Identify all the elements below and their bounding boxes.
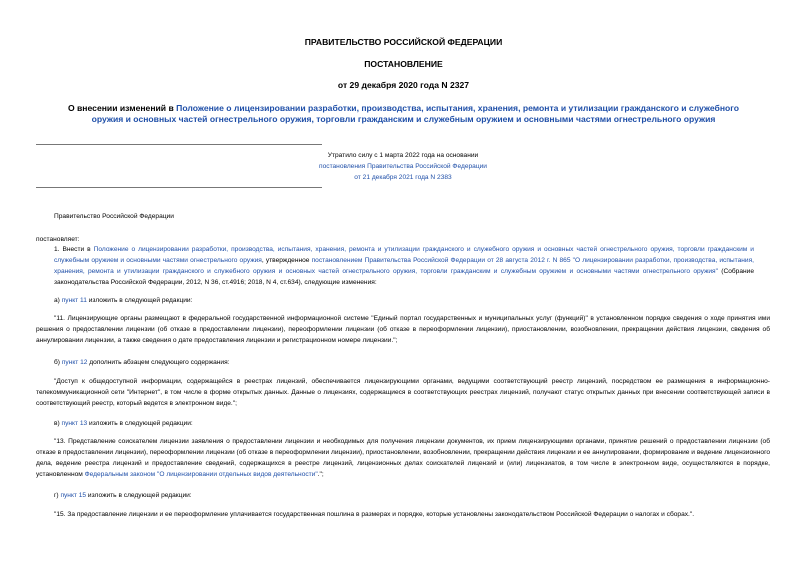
repeal-notice-line1: Утратило силу с 1 марта 2022 года на основании: [327, 152, 479, 159]
document-type: ПОСТАНОВЛЕНИЕ: [364, 59, 443, 69]
divider-bottom: [36, 187, 322, 188]
decrees-line: постановляет:: [36, 236, 80, 243]
document-title: [60, 103, 747, 125]
subitem-a-suffix: изложить в следующей редакции:: [86, 297, 193, 304]
regulation-link[interactable]: Положение о лицензировании разработки, производства, испытания, хранения, ремонта и утилизации гражданского и служебного оружия и основных частей огнестрельного оружия, торговли гражданским и служебным оружием и основными частями огнестрельного оружия: [54, 246, 754, 264]
title-prefix: О внесении изменений в: [67, 103, 177, 113]
point-13-new-text: [36, 436, 770, 480]
subitem-b-suffix: дополнить абзацем следующего содержания:: [87, 359, 230, 366]
subitem-g: [54, 490, 754, 501]
point-11-new-text: "11. Лицензирующие органы размещают в федеральной государственной информационной системе "Единый портал государственных и муниципальных услуг (функций)" в установленном порядке сведения о ходе принятия ими решения о предоставлении лицензии (об отказе в предоставлении лицензии), переоформлении лицензии (об отказе в переоформлении лицензии), приостановлении, возобновлении, прекращении действия лицензии, сведения об аннулировании лицензии, а также сведения о дате предоставления лицензии и регистрационном номере лицензии.";: [36, 315, 770, 344]
point-13-end: .";: [317, 471, 324, 478]
repeal-notice-link-line3[interactable]: от 21 декабря 2021 года N 2383: [354, 174, 452, 181]
repeal-notice: [270, 150, 536, 183]
item-1-mid: , утвержденное: [261, 257, 312, 264]
point-12-new-paragraph: "Доступ к общедоступной информации, содержащейся в реестрах лицензий, обеспечивается лицензирующими органами, ведущими соответствующий реестр лицензий, посредством ее размещения в информационно-телекоммуникационной сети "Интернет", в том числе в форме открытых данных. Данные о лицензиях, содержащиеся в соответствующих реестрах лицензий, получают статус открытых данных при внесении соответствующей записи в соответствующий реестр, который ведется в электронном виде.";: [36, 378, 770, 407]
point-11-link[interactable]: пункт 11: [61, 297, 87, 304]
subitem-v: [54, 418, 754, 429]
subitem-g-suffix: изложить в следующей редакции:: [86, 492, 192, 499]
point-15-new-text: "15. За предоставление лицензии и ее переоформление уплачивается государственная пошлина в размерах и порядке, которые установлены законодательством Российской Федерации о налогах и сборах.".: [54, 511, 695, 518]
repeal-notice-link-line2[interactable]: постановления Правительства Российской Федерации: [319, 163, 487, 170]
resolution-865-link[interactable]: постановлением Правительства Российской Федерации от 28 августа 2012 г. N 865 "О лицензировании разработки, производства, испытания, хранения, ремонта и утилизации гражданского и служебного оружия и основных частей огнестрельного оружия, торговли гражданским и служебным оружием и основными частями огнестрельного оружия": [54, 257, 754, 275]
subitem-v-suffix: изложить в следующей редакции:: [87, 420, 193, 427]
government-heading: ПРАВИТЕЛЬСТВО РОССИЙСКОЙ ФЕДЕРАЦИИ: [304, 37, 503, 47]
government-line: Правительство Российской Федерации: [54, 213, 174, 220]
item-1-paragraph: [54, 244, 754, 288]
item-1-start: 1. Внести в: [54, 246, 94, 253]
subitem-a-prefix: а): [54, 297, 62, 304]
point-15-link[interactable]: пункт 15: [60, 492, 87, 499]
licensing-law-link[interactable]: Федеральным законом "О лицензировании отдельных видов деятельности": [84, 471, 318, 478]
item-1-end: (Собрание законодательства Российской Федерации, 2012, N 36, ст.4916; 2018, N 4, ст.634), следующие изменения:: [54, 268, 754, 286]
document-date-number: от 29 декабря 2020 года N 2327: [337, 80, 470, 90]
divider-top: [36, 144, 322, 145]
subitem-v-prefix: в): [54, 420, 62, 427]
subitem-g-prefix: г): [54, 492, 61, 499]
point-13-link[interactable]: пункт 13: [61, 420, 88, 427]
title-regulation-link[interactable]: Положение о лицензировании разработки, производства, испытания, хранения, ремонта и утилизации гражданского и служебного оружия и основных частей огнестрельного оружия, торговли гражданским и служебным оружием и основными частями огнестрельного оружия: [91, 103, 740, 124]
subitem-a: [54, 295, 754, 306]
subitem-b: [54, 357, 754, 368]
point-13-text: "13. Представление соискателем лицензии заявления о предоставлении лицензии и необходимых для получения лицензии документов, их прием лицензирующими органами, принятие решений о предоставлении лицензии (об отказе в предоставлении лицензии), переоформлении лицензии (об отказе в переоформлении лицензии), приостановлении, возобновлении, прекращении действия лицензии и ее аннулировании, формирование и ведение лицензионного дела, ведение реестра лицензий и предоставление сведений, содержащихся в реестре лицензий, лицензионных делах соискателей лицензий и (или) лицензиатов, в том числе в электронном виде, осуществляются в порядке, установленном: [36, 438, 770, 478]
point-12-link[interactable]: пункт 12: [61, 359, 88, 366]
subitem-b-prefix: б): [54, 359, 62, 366]
